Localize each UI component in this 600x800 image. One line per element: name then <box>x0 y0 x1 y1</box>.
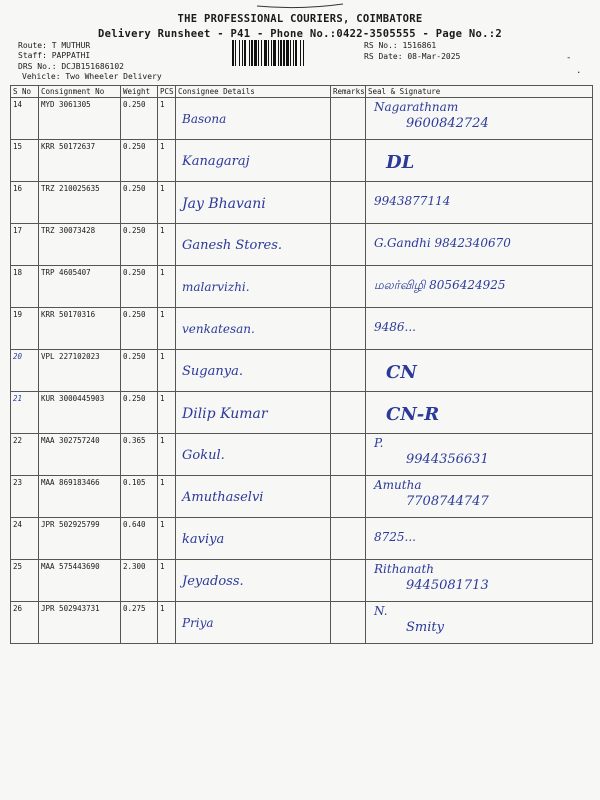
row-sno: 25 <box>11 560 39 602</box>
signature-phone: 9445081713 <box>406 578 489 593</box>
table-row <box>11 392 593 434</box>
row-consignee-handwriting <box>176 518 331 560</box>
row-pcs: 1 <box>158 434 176 476</box>
top-scribble-mark <box>255 2 345 12</box>
row-weight: 0.250 <box>121 182 158 224</box>
signature-phone: Smity <box>406 620 444 635</box>
row-consignment: KRR 50172637 <box>39 140 121 182</box>
row-signature <box>366 434 593 476</box>
row-weight: 0.250 <box>121 140 158 182</box>
consignee-name: Jay Bhavani <box>182 196 266 212</box>
consignee-name: venkatesan. <box>182 322 255 336</box>
row-sno: 17 <box>11 224 39 266</box>
col-weight: Weight <box>121 86 158 98</box>
signature-text: P. <box>374 436 384 450</box>
row-signature <box>366 392 593 434</box>
signature-text: DL <box>386 152 415 173</box>
row-remarks <box>331 392 366 434</box>
table-row <box>11 266 593 308</box>
row-signature <box>366 560 593 602</box>
table-row <box>11 140 593 182</box>
row-pcs: 1 <box>158 224 176 266</box>
consignee-name: Gokul. <box>182 448 225 463</box>
company-title: THE PROFESSIONAL COURIERS, COIMBATORE <box>177 13 423 25</box>
table-row <box>11 224 593 266</box>
row-sno: 18 <box>11 266 39 308</box>
row-remarks <box>331 224 366 266</box>
row-pcs: 1 <box>158 518 176 560</box>
table-row <box>11 308 593 350</box>
row-weight: 0.250 <box>121 224 158 266</box>
row-remarks <box>331 602 366 644</box>
table-row <box>11 476 593 518</box>
signature-text: Rithanath <box>374 562 435 576</box>
consignee-name: Basona <box>182 112 227 126</box>
row-signature <box>366 350 593 392</box>
row-sno: 15 <box>11 140 39 182</box>
consignee-name: Suganya. <box>182 364 243 379</box>
row-signature <box>366 224 593 266</box>
consignee-name: Ganesh Stores. <box>182 238 283 253</box>
row-signature <box>366 140 593 182</box>
row-consignee-handwriting <box>176 602 331 644</box>
row-pcs: 1 <box>158 350 176 392</box>
consignee-name: malarvizhi. <box>182 280 250 294</box>
row-weight: 0.250 <box>121 266 158 308</box>
row-signature <box>366 182 593 224</box>
consignee-name: Priya <box>182 616 214 630</box>
row-remarks <box>331 560 366 602</box>
row-consignment: MAA 869183466 <box>39 476 121 518</box>
corner-dot-mark: . <box>576 66 582 76</box>
row-consignment: JPR 502943731 <box>39 602 121 644</box>
signature-phone: 9944356631 <box>406 452 489 467</box>
consignee-name: Amuthaselvi <box>182 490 264 505</box>
row-pcs: 1 <box>158 182 176 224</box>
row-signature <box>366 266 593 308</box>
row-pcs: 1 <box>158 98 176 140</box>
row-weight: 0.365 <box>121 434 158 476</box>
col-sno: S No <box>11 86 39 98</box>
table-row <box>11 182 593 224</box>
row-consignment: KUR 3000445903 <box>39 392 121 434</box>
table-header-row <box>11 86 593 98</box>
row-consignee-handwriting <box>176 560 331 602</box>
row-weight: 0.250 <box>121 308 158 350</box>
row-consignee-handwriting <box>176 266 331 308</box>
drs-label: DRS No.: DCJB151686102 <box>18 62 124 71</box>
runsheet-table <box>10 85 593 644</box>
row-weight: 0.275 <box>121 602 158 644</box>
consignee-name: kaviya <box>182 532 225 547</box>
row-consignee-handwriting <box>176 140 331 182</box>
row-consignment: VPL 227102023 <box>39 350 121 392</box>
row-remarks <box>331 434 366 476</box>
row-signature <box>366 518 593 560</box>
row-consignment: TRP 4605407 <box>39 266 121 308</box>
row-sno: 19 <box>11 308 39 350</box>
row-remarks <box>331 476 366 518</box>
signature-text: CN <box>386 362 417 383</box>
row-weight: 0.105 <box>121 476 158 518</box>
row-weight: 0.640 <box>121 518 158 560</box>
row-pcs: 1 <box>158 602 176 644</box>
row-pcs: 1 <box>158 560 176 602</box>
row-signature <box>366 476 593 518</box>
consignee-name: Dilip Kumar <box>182 406 268 422</box>
row-consignee-handwriting <box>176 350 331 392</box>
row-sno: 21 <box>11 392 39 434</box>
corner-dash-mark: - <box>566 53 572 63</box>
row-remarks <box>331 518 366 560</box>
row-weight: 0.250 <box>121 98 158 140</box>
row-weight: 2.300 <box>121 560 158 602</box>
consignee-name: Jeyadoss. <box>182 574 244 589</box>
row-sno: 26 <box>11 602 39 644</box>
signature-text: N. <box>374 604 388 618</box>
row-consignee-handwriting <box>176 182 331 224</box>
table-row <box>11 560 593 602</box>
col-seal: Seal & Signature <box>366 86 593 98</box>
row-signature <box>366 602 593 644</box>
table-row <box>11 602 593 644</box>
barcode <box>232 40 350 66</box>
col-remarks: Remarks <box>331 86 366 98</box>
row-sno: 16 <box>11 182 39 224</box>
row-consignee-handwriting <box>176 98 331 140</box>
row-pcs: 1 <box>158 308 176 350</box>
row-consignment: MYD 3061305 <box>39 98 121 140</box>
row-remarks <box>331 266 366 308</box>
row-signature <box>366 308 593 350</box>
table-row <box>11 434 593 476</box>
row-sno: 14 <box>11 98 39 140</box>
vehicle-label: Vehicle: Two Wheeler Delivery <box>22 72 162 81</box>
signature-text: மலர்விழி 8056424925 <box>374 278 506 292</box>
signature-text: G.Gandhi 9842340670 <box>374 236 511 250</box>
runsheet-subtitle: Delivery Runsheet - P41 - Phone No.:0422-3505555 - Page No.:2 <box>98 28 502 40</box>
signature-text: Amutha <box>374 478 422 492</box>
signature-text: 9486... <box>374 320 416 334</box>
row-remarks <box>331 350 366 392</box>
row-remarks <box>331 182 366 224</box>
row-pcs: 1 <box>158 392 176 434</box>
row-consignment: MAA 575443690 <box>39 560 121 602</box>
row-signature <box>366 98 593 140</box>
rs-date: RS Date: 08-Mar-2025 <box>364 52 461 61</box>
row-sno: 20 <box>11 350 39 392</box>
row-pcs: 1 <box>158 266 176 308</box>
row-consignee-handwriting <box>176 392 331 434</box>
signature-text: 8725... <box>374 530 416 544</box>
rs-number: RS No.: 1516861 <box>364 41 437 50</box>
col-consignee: Consignee Details <box>176 86 331 98</box>
row-consignee-handwriting <box>176 308 331 350</box>
row-remarks <box>331 308 366 350</box>
row-sno: 23 <box>11 476 39 518</box>
signature-phone: 9600842724 <box>406 116 489 131</box>
signature-text: Nagarathnam <box>374 100 459 114</box>
col-consignment: Consignment No <box>39 86 121 98</box>
row-pcs: 1 <box>158 140 176 182</box>
staff-label: Staff: PAPPATHI <box>18 51 91 60</box>
table-row <box>11 518 593 560</box>
table-row <box>11 350 593 392</box>
signature-phone: 7708744747 <box>406 494 489 509</box>
col-pcs: PCS <box>158 86 176 98</box>
row-pcs: 1 <box>158 476 176 518</box>
row-sno: 24 <box>11 518 39 560</box>
row-consignee-handwriting <box>176 224 331 266</box>
row-consignment: KRR 50170316 <box>39 308 121 350</box>
row-remarks <box>331 98 366 140</box>
signature-text: 9943877114 <box>374 194 451 208</box>
signature-text: CN-R <box>386 404 440 425</box>
row-consignment: TRZ 30073428 <box>39 224 121 266</box>
row-consignment: TRZ 210025635 <box>39 182 121 224</box>
route-label: Route: T MUTHUR <box>18 41 91 50</box>
row-consignment: JPR 502925799 <box>39 518 121 560</box>
row-consignee-handwriting <box>176 476 331 518</box>
row-consignment: MAA 302757240 <box>39 434 121 476</box>
row-consignee-handwriting <box>176 434 331 476</box>
row-weight: 0.250 <box>121 350 158 392</box>
table-row <box>11 98 593 140</box>
row-weight: 0.250 <box>121 392 158 434</box>
row-remarks <box>331 140 366 182</box>
consignee-name: Kanagaraj <box>182 154 250 169</box>
row-sno: 22 <box>11 434 39 476</box>
